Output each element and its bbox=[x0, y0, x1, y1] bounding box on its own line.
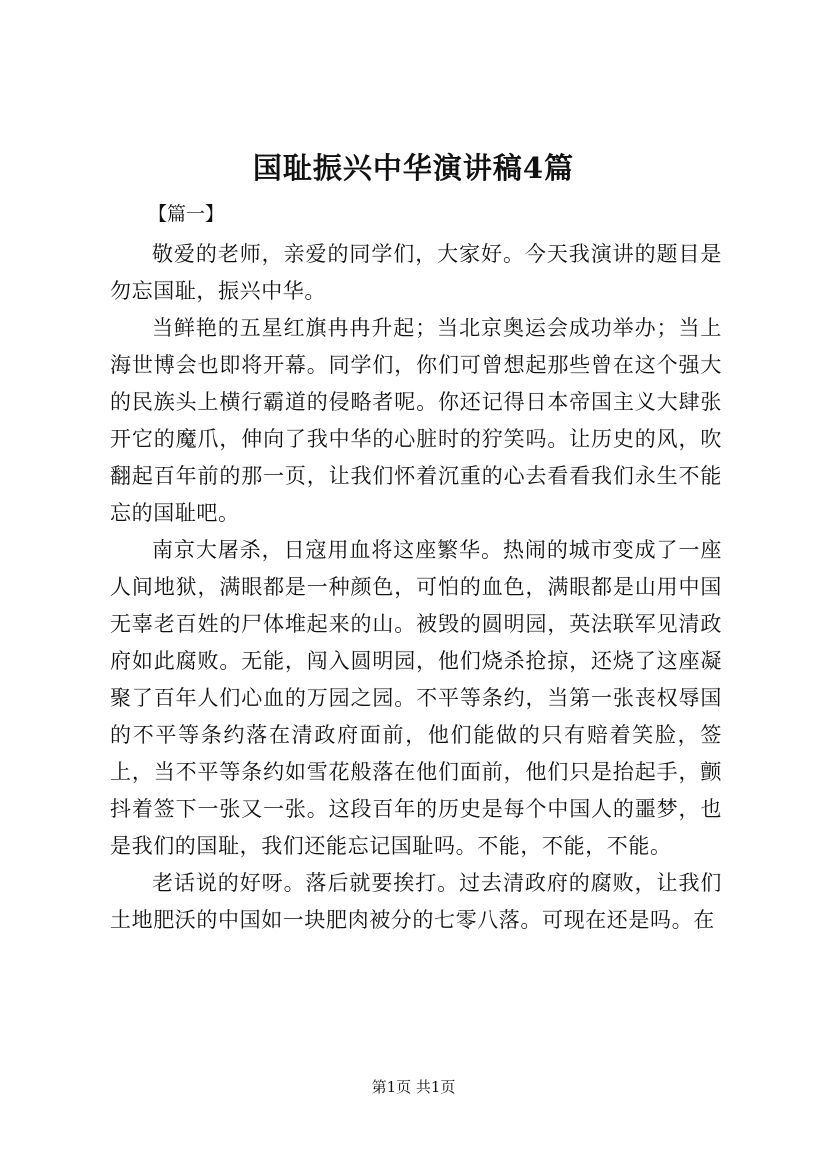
page-footer: 第1页 共1页 bbox=[371, 1078, 456, 1096]
paragraph: 老话说的好呀。落后就要挨打。过去清政府的腐败，让我们土地肥沃的中国如一块肥肉被分的七零八落。可现在还是吗。在 bbox=[110, 871, 722, 932]
paragraph: 南京大屠杀，日寇用血将这座繁华。热闹的城市变成了一座人间地狱，满眼都是一种颜色，可怕的血色，满眼都是山用中国无辜老百姓的尸体堆起来的山。被毁的圆明园，英法联军见清政府如此腐败。无能，闯入圆明园，他们烧杀抢掠，还烧了这座凝聚了百年人们心血的万园之园。不平等条约，当第一张丧权辱国的不平等条约落在清政府面前，他们能做的只有赔着笑脸，签上，当不平等条约如雪花般落在他们面前，他们只是抬起手，颤抖着签下一张又一张。这段百年的历史是每个中国人的噩梦，也是我们的国耻，我们还能忘记国耻吗。不能，不能，不能。 bbox=[110, 538, 722, 858]
document-body bbox=[110, 236, 722, 939]
section-label: 【篇一】 bbox=[148, 203, 225, 225]
paragraph: 敬爱的老师，亲爱的同学们，大家好。今天我演讲的题目是勿忘国耻，振兴中华。 bbox=[110, 242, 722, 303]
paragraph: 当鲜艳的五星红旗冉冉升起；当北京奥运会成功举办；当上海世博会也即将开幕。同学们，你们可曾想起那些曾在这个强大的民族头上横行霸道的侵略者呢。你还记得日本帝国主义大肆张开它的魔爪，伸向了我中华的心脏时的狞笑吗。让历史的风，吹翻起百年前的那一页，让我们怀着沉重的心去看看我们永生不能忘的国耻吧。 bbox=[110, 316, 722, 525]
document-title: 国耻振兴中华演讲稿4篇 bbox=[252, 151, 575, 185]
